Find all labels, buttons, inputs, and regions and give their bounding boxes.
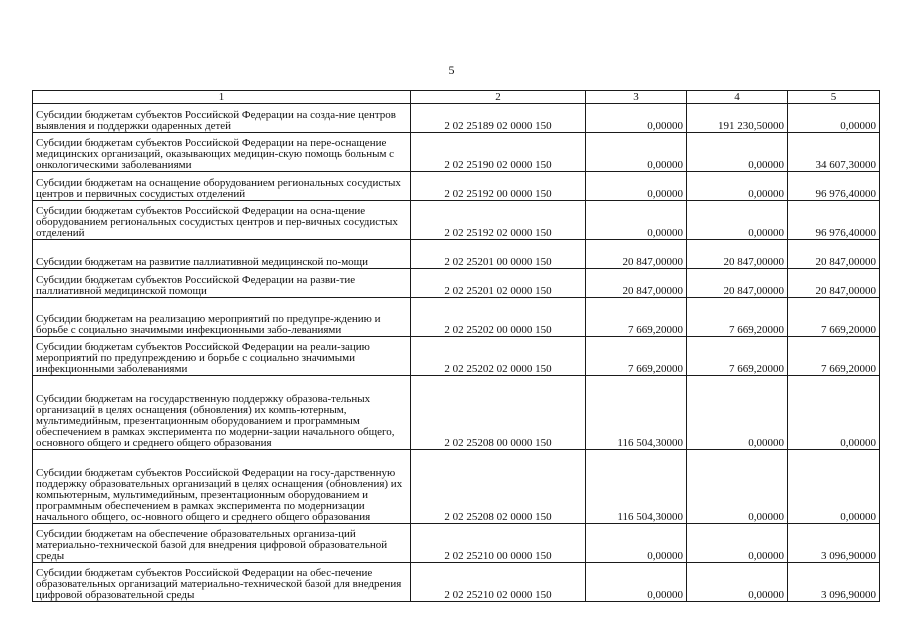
row-description: Субсидии бюджетам на оснащение оборудованием региональных сосудистых центров и первичных сосудистых отделений [33, 172, 411, 201]
row-description: Субсидии бюджетам на развитие паллиативной медицинской по-мощи [33, 240, 411, 269]
page-number: 5 [448, 63, 455, 77]
budget-code: 2 02 25210 00 0000 150 [411, 524, 586, 563]
value-column-4: 7 669,20000 [687, 337, 788, 376]
value-column-5: 0,00000 [788, 450, 880, 524]
value-column-3: 116 504,30000 [586, 450, 687, 524]
value-column-3: 7 669,20000 [586, 298, 687, 337]
value-column-4: 0,00000 [687, 376, 788, 450]
budget-code: 2 02 25190 02 0000 150 [411, 133, 586, 172]
value-column-5: 7 669,20000 [788, 298, 880, 337]
value-column-4: 0,00000 [687, 563, 788, 602]
value-column-4: 0,00000 [687, 450, 788, 524]
value-column-4: 0,00000 [687, 133, 788, 172]
value-column-4: 0,00000 [687, 201, 788, 240]
row-description: Субсидии бюджетам на государственную поддержку образова-тельных организаций в целях оснащения (обновления) их компь-ютерным, мультимедийным, презентационным оборудованием и программным обеспечением в рамках эксперимента по модерни-зации начального общего, основного общего и среднего общего образования [33, 376, 411, 450]
value-column-4: 7 669,20000 [687, 298, 788, 337]
value-column-5: 96 976,40000 [788, 172, 880, 201]
value-column-3: 0,00000 [586, 201, 687, 240]
budget-code: 2 02 25210 02 0000 150 [411, 563, 586, 602]
value-column-5: 0,00000 [788, 376, 880, 450]
value-column-3: 20 847,00000 [586, 269, 687, 298]
table-row [33, 201, 880, 240]
value-column-5: 34 607,30000 [788, 133, 880, 172]
budget-code: 2 02 25189 02 0000 150 [411, 104, 586, 133]
row-description: Субсидии бюджетам субъектов Российской Федерации на обес-печение образовательных организаций материально-технической базой для внедрения цифровой образовательной среды [33, 563, 411, 602]
budget-code: 2 02 25202 02 0000 150 [411, 337, 586, 376]
row-description: Субсидии бюджетам на реализацию мероприятий по предупре-ждению и борьбе с социально значимыми инфекционными забо-леваниями [33, 298, 411, 337]
value-column-4: 20 847,00000 [687, 269, 788, 298]
budget-code: 2 02 25201 00 0000 150 [411, 240, 586, 269]
table-row [33, 337, 880, 376]
budget-code: 2 02 25192 00 0000 150 [411, 172, 586, 201]
column-header-2: 2 [411, 91, 586, 104]
value-column-4: 20 847,00000 [687, 240, 788, 269]
table-row [33, 524, 880, 563]
value-column-5: 96 976,40000 [788, 201, 880, 240]
table-row [33, 269, 880, 298]
table-row [33, 376, 880, 450]
value-column-3: 0,00000 [586, 524, 687, 563]
budget-code: 2 02 25201 02 0000 150 [411, 269, 586, 298]
value-column-4: 0,00000 [687, 524, 788, 563]
table-row [33, 172, 880, 201]
value-column-5: 20 847,00000 [788, 240, 880, 269]
table-row [33, 298, 880, 337]
budget-code: 2 02 25192 02 0000 150 [411, 201, 586, 240]
value-column-3: 20 847,00000 [586, 240, 687, 269]
budget-code: 2 02 25208 00 0000 150 [411, 376, 586, 450]
value-column-3: 116 504,30000 [586, 376, 687, 450]
column-header-1: 1 [33, 91, 411, 104]
value-column-5: 3 096,90000 [788, 563, 880, 602]
value-column-5: 20 847,00000 [788, 269, 880, 298]
table-row [33, 563, 880, 602]
budget-table [32, 90, 880, 602]
value-column-3: 0,00000 [586, 104, 687, 133]
column-header-4: 4 [687, 91, 788, 104]
value-column-5: 0,00000 [788, 104, 880, 133]
row-description: Субсидии бюджетам субъектов Российской Федерации на пере-оснащение медицинских организаций, оказывающих медицин-скую помощь больным с онкологическими заболеваниями [33, 133, 411, 172]
value-column-3: 0,00000 [586, 172, 687, 201]
table-row [33, 450, 880, 524]
row-description: Субсидии бюджетам субъектов Российской Федерации на реали-зацию мероприятий по предупреждению и борьбе с социально значимыми инфекционными заболеваниями [33, 337, 411, 376]
row-description: Субсидии бюджетам субъектов Российской Федерации на разви-тие паллиативной медицинской помощи [33, 269, 411, 298]
row-description: Субсидии бюджетам субъектов Российской Федерации на госу-дарственную поддержку образовательных организаций в целях оснащения (обновления) их компьютерным, мультимедийным, презентационным оборудованием и программным обеспечением в рамках эксперимента по модернизации начального общего, ос-новного общего и среднего общего образования [33, 450, 411, 524]
value-column-4: 0,00000 [687, 172, 788, 201]
table-header-row [33, 91, 880, 104]
column-header-5: 5 [788, 91, 880, 104]
budget-code: 2 02 25208 02 0000 150 [411, 450, 586, 524]
value-column-5: 7 669,20000 [788, 337, 880, 376]
budget-code: 2 02 25202 00 0000 150 [411, 298, 586, 337]
table-row [33, 133, 880, 172]
column-header-3: 3 [586, 91, 687, 104]
value-column-3: 0,00000 [586, 133, 687, 172]
value-column-3: 0,00000 [586, 563, 687, 602]
table-row [33, 240, 880, 269]
row-description: Субсидии бюджетам субъектов Российской Федерации на осна-щение оборудованием региональных сосудистых центров и пер-вичных сосудистых отделений [33, 201, 411, 240]
row-description: Субсидии бюджетам субъектов Российской Федерации на созда-ние центров выявления и поддержки одаренных детей [33, 104, 411, 133]
value-column-5: 3 096,90000 [788, 524, 880, 563]
value-column-3: 7 669,20000 [586, 337, 687, 376]
value-column-4: 191 230,50000 [687, 104, 788, 133]
row-description: Субсидии бюджетам на обеспечение образовательных организа-ций материально-технической базой для внедрения цифровой образовательной среды [33, 524, 411, 563]
table-row [33, 104, 880, 133]
